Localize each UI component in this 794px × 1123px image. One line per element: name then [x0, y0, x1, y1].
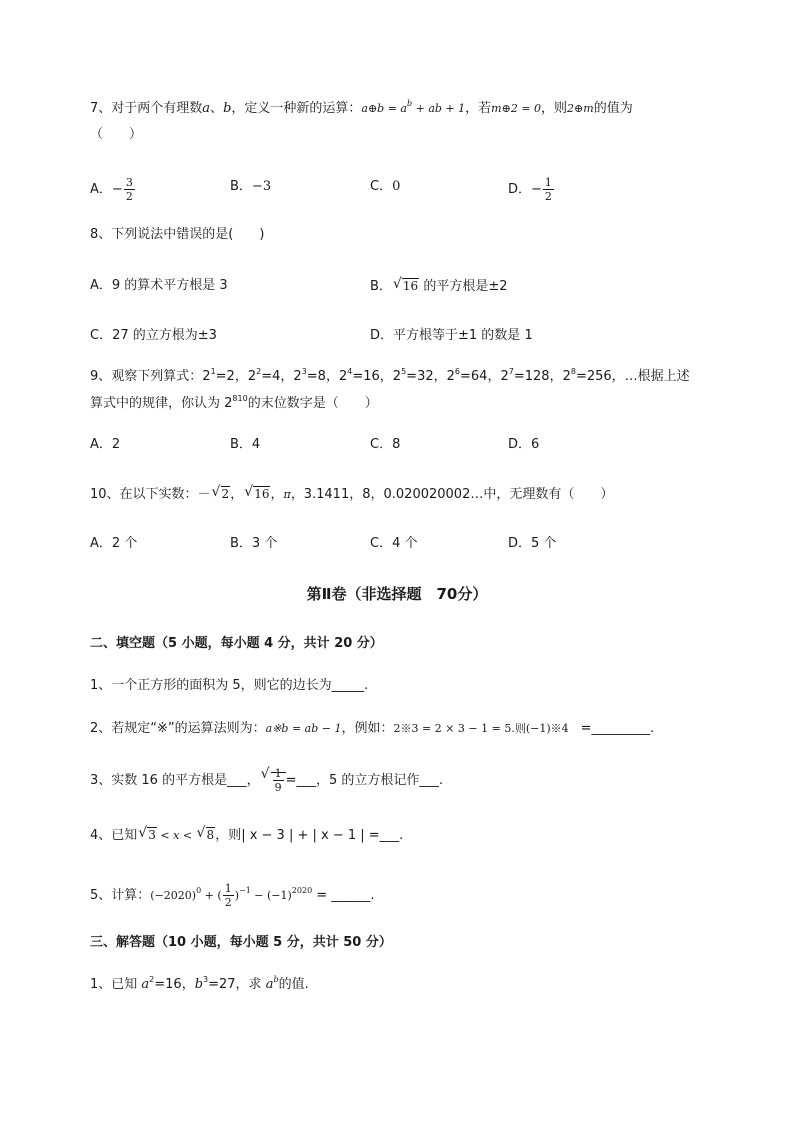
- radicand: [271, 767, 286, 794]
- q8-option-c[interactable]: C．27 的立方根为±3: [90, 328, 217, 343]
- power-exp: 3: [203, 975, 209, 984]
- q7-op-def: a⊕b = a: [361, 102, 407, 115]
- q8-option-a[interactable]: A．9 的算术平方根是 3: [90, 278, 228, 293]
- fraction: [124, 176, 135, 203]
- fq2-blank: =_________.: [580, 721, 655, 736]
- q7-var-b: b: [223, 101, 232, 116]
- option-label: C．: [370, 179, 393, 194]
- q10-option-d[interactable]: D．5 个: [508, 536, 557, 551]
- question-10-stem: [90, 485, 613, 504]
- power-base: 2: [562, 369, 571, 384]
- fraction-numerator: 1: [544, 176, 552, 189]
- fill-question-5: [90, 882, 374, 909]
- power-exp: 8: [570, 367, 576, 376]
- fill-question-1: 1、一个正方形的面积为 5，则它的边长为_____.: [90, 678, 369, 693]
- q10-option-b[interactable]: B．3 个: [230, 536, 278, 551]
- q7-option-b[interactable]: [230, 178, 271, 196]
- separator: ，: [549, 369, 563, 384]
- power-base: 2: [293, 369, 302, 384]
- radicand: 16: [254, 487, 270, 501]
- fq4-inequality: < x <: [156, 829, 196, 842]
- solve-heading: 三、解答题（10 小题，每小题 5 分，共计 50 分）: [90, 935, 392, 950]
- option-value: 0: [392, 179, 401, 194]
- power-value: =8: [306, 369, 326, 384]
- q7-op-def-right: + ab + 1: [412, 102, 466, 115]
- minus-sign: −: [111, 182, 123, 197]
- fq2-text: 2、若规定“※”的运算法则为：: [90, 721, 266, 736]
- q7-paren: （ ）: [90, 127, 143, 142]
- power-value: =256: [575, 369, 612, 384]
- fq2-text-mid: ，例如：: [341, 721, 394, 736]
- fq5-term: (−2020): [150, 889, 197, 902]
- separator: ，: [487, 369, 501, 384]
- power-base: 2: [247, 369, 257, 384]
- q7-text: 7、对于两个有理数: [90, 101, 203, 116]
- power-exp: 7: [508, 367, 514, 376]
- sqrt-symbol: [244, 485, 270, 504]
- q10-option-c[interactable]: C．4 个: [370, 536, 418, 551]
- fq5-exp: 0: [196, 886, 202, 895]
- fraction-numerator: √ 1: [274, 767, 282, 780]
- power-exp: 2: [256, 367, 262, 376]
- power-exp: 3: [301, 367, 307, 376]
- separator: ，: [270, 487, 284, 502]
- fraction-numerator: 3: [125, 176, 133, 189]
- power-value: =128: [513, 369, 550, 384]
- q9-option-c[interactable]: C．8: [370, 437, 401, 452]
- fraction-denominator: 2: [224, 896, 232, 909]
- option-label: D．: [508, 182, 532, 197]
- sq1-text: =16，: [154, 977, 195, 992]
- option-label: B．: [370, 279, 392, 294]
- q7-option-d[interactable]: [508, 176, 555, 203]
- var-a: a: [265, 977, 274, 992]
- sqrt-symbol: [393, 277, 419, 296]
- fraction-numerator: 1: [224, 882, 232, 895]
- power-value: =2: [215, 369, 235, 384]
- power-base: 2: [446, 369, 455, 384]
- q7-option-a[interactable]: [90, 176, 136, 203]
- power-base: 2: [338, 369, 348, 384]
- option-label: B．: [230, 179, 252, 194]
- option-value: −3: [251, 179, 272, 194]
- fill-question-3: [90, 767, 443, 794]
- separator: ，: [230, 487, 244, 502]
- fq5-term: − (−1): [250, 889, 292, 902]
- fq5-text: 5、计算：: [90, 888, 151, 903]
- q9-text-suffix: 的末位数字是（ ）: [247, 396, 378, 411]
- q10-option-a[interactable]: A．2 个: [90, 536, 138, 551]
- question-7-stem: [90, 100, 633, 118]
- fraction-denominator: 2: [125, 190, 133, 203]
- q8-option-d[interactable]: D．平方根等于±1 的数是 1: [370, 328, 533, 343]
- fraction-denominator: 9: [274, 781, 282, 794]
- power-base: 2: [224, 396, 233, 411]
- q7-text-mid: ，定义一种新的运算：: [231, 101, 362, 116]
- section-title: 第Ⅱ卷（非选择题 70分）: [306, 585, 488, 603]
- q8-option-b[interactable]: [370, 277, 508, 296]
- fq2-rule: a※b = ab − 1: [265, 722, 342, 735]
- q10-text: 10、在以下实数：－: [90, 487, 211, 502]
- fraction: [273, 767, 284, 794]
- fq5-blank: = ______.: [312, 888, 375, 903]
- q7-target: 2⊕m: [567, 102, 594, 115]
- q7-condition: m⊕2 = 0: [491, 102, 542, 115]
- fq5-exp: −1: [238, 886, 251, 895]
- fraction-denominator: 2: [544, 190, 552, 203]
- q7-op-exp: b: [407, 99, 413, 108]
- power-exp: 4: [347, 367, 353, 376]
- question-9-stem-line2: [90, 395, 378, 413]
- var-a: a: [141, 977, 150, 992]
- q9-text-tail: ，…根据上述: [611, 369, 690, 384]
- q7-option-c[interactable]: [370, 178, 400, 196]
- sq1-text: =27，求: [208, 977, 266, 992]
- question-8-stem: 8、下列说法中错误的是( ): [90, 227, 265, 242]
- fq3-text-suffix: =___，5 的立方根记作___.: [285, 773, 444, 788]
- power-value: =4: [261, 369, 281, 384]
- separator: ，: [379, 369, 393, 384]
- sqrt-symbol: [197, 826, 216, 845]
- fq4-text: 4、已知: [90, 828, 138, 843]
- q7-text-then: ，则: [541, 101, 568, 116]
- separator: ，: [234, 369, 248, 384]
- sqrt-symbol: [138, 826, 157, 845]
- power-value: =64: [460, 369, 488, 384]
- fill-question-4: [90, 826, 403, 845]
- fill-heading: 二、填空题（5 小题，每小题 4 分，共计 20 分）: [90, 636, 383, 651]
- q9-option-a[interactable]: A．2: [90, 437, 121, 452]
- separator: ，: [280, 369, 294, 384]
- q9-option-b[interactable]: B．4: [230, 437, 261, 452]
- fill-question-2: [90, 720, 654, 738]
- radicand: 3: [148, 828, 156, 842]
- sq1-text: 1、已知: [90, 977, 142, 992]
- fq5-term: ): [234, 889, 239, 902]
- power-exp: b: [273, 975, 279, 984]
- radicand: 16: [402, 279, 419, 293]
- power-base: 2: [202, 369, 211, 384]
- separator: ，: [433, 369, 447, 384]
- fq5-exp: 2020: [291, 886, 313, 895]
- sqrt-symbol: [261, 767, 286, 794]
- question-9-stem: [90, 368, 690, 386]
- option-label: A．: [90, 182, 112, 197]
- fraction: [543, 176, 554, 203]
- fq4-text-suffix: ，则| x − 3 | + | x − 1 | =___.: [215, 828, 404, 843]
- radicand: 8: [206, 828, 215, 842]
- minus-sign: −: [531, 182, 542, 197]
- power-value: =32: [406, 369, 434, 384]
- q9-option-d[interactable]: D．6: [508, 437, 540, 452]
- q9-text: 算式中的规律，你认为: [90, 396, 225, 411]
- power-exp: 5: [401, 367, 407, 376]
- sq1-text-end: 的值.: [278, 977, 309, 992]
- pi-symbol: π: [283, 488, 291, 501]
- power-exp: 810: [232, 394, 248, 403]
- sqrt-symbol: [212, 485, 231, 504]
- radicand: 2: [221, 487, 230, 501]
- power-base: 2: [392, 369, 402, 384]
- var-b: b: [194, 977, 204, 992]
- q9-text: 9、观察下列算式：: [90, 369, 203, 384]
- fraction: [223, 882, 234, 909]
- q7-text-end: 的值为: [593, 101, 633, 116]
- solve-question-1: [90, 976, 309, 994]
- power-exp: 1: [210, 367, 216, 376]
- fq2-ask: 则(−1)※4: [514, 722, 569, 735]
- power-exp: 6: [454, 367, 460, 376]
- q7-var-a: a: [202, 101, 211, 116]
- power-value: =16: [352, 369, 380, 384]
- q7-sep: 、: [210, 101, 224, 116]
- q7-text-if: ，若: [465, 101, 492, 116]
- power-base: 2: [500, 369, 509, 384]
- q10-text-tail: ，3.1411，8，0.020020002…中，无理数有（ ）: [290, 487, 614, 502]
- fq5-term: + (: [201, 889, 222, 902]
- separator: ，: [325, 369, 339, 384]
- fq2-example: 2※3 = 2 × 3 − 1 = 5.: [393, 722, 515, 735]
- power-exp: 2: [149, 975, 155, 984]
- option-text: 的平方根是±2: [419, 279, 508, 294]
- fq3-text: 3、实数 16 的平方根是___，: [90, 773, 260, 788]
